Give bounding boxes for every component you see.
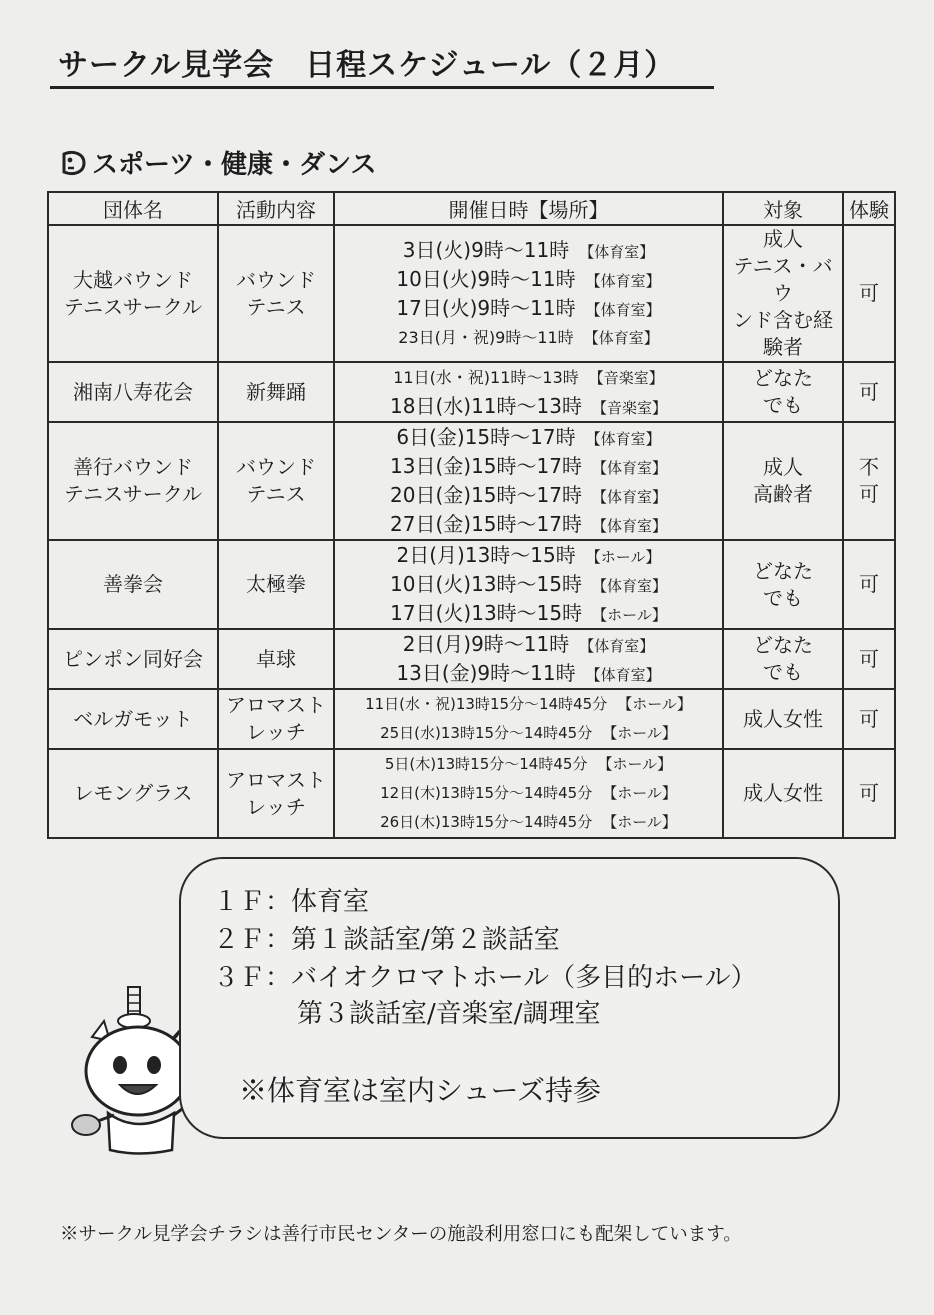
group-name-cell <box>48 689 218 749</box>
trial-cell-line: 可 <box>859 781 879 805</box>
date-text: 18日(水)11時～13時 <box>390 394 582 418</box>
date-entry <box>335 294 722 323</box>
trial-cell-line: 可 <box>859 379 879 404</box>
date-entry <box>335 323 722 352</box>
date-text: 2日(月)13時～15時 <box>396 543 576 567</box>
trial-cell <box>843 362 895 422</box>
target-cell <box>723 540 843 629</box>
target-cell-line: ンド含む経 <box>733 308 833 332</box>
date-text: 2日(月)9時～11時 <box>402 632 570 656</box>
target-cell-line: 成人 <box>763 455 803 479</box>
location-text: 【体育室】 <box>591 517 667 535</box>
group-name-cell-line: 善拳会 <box>103 572 163 596</box>
date-entry <box>335 779 722 808</box>
activity-cell-line: アロマスト <box>226 767 326 792</box>
target-cell-line: どなた <box>753 633 813 657</box>
location-text: 【体育室】 <box>583 328 659 347</box>
date-entry <box>335 392 722 421</box>
trial-cell <box>843 629 895 689</box>
datetime-cell <box>334 629 723 689</box>
date-entry <box>335 630 722 659</box>
date-text: 5日(木)13時15分～14時45分 <box>384 755 588 773</box>
target-cell-line: どなた <box>753 558 813 583</box>
activity-cell-line: バウンド <box>236 455 316 479</box>
floor-guide-box <box>179 857 840 1139</box>
activity-cell <box>218 362 334 422</box>
location-text: 【体育室】 <box>585 430 661 448</box>
location-text: 【体育室】 <box>579 242 655 261</box>
date-entry <box>335 570 722 599</box>
table-row <box>48 749 895 838</box>
location-text: 【ホール】 <box>617 695 692 713</box>
target-cell-line: でも <box>763 393 803 417</box>
target-cell-line: でも <box>763 660 803 684</box>
date-text: 17日(火)9時～11時 <box>396 295 576 320</box>
activity-cell <box>218 225 334 362</box>
location-text: 【体育室】 <box>585 666 661 684</box>
date-entry <box>335 236 722 265</box>
location-text: 【体育室】 <box>591 488 667 506</box>
location-text: 【体育室】 <box>585 271 661 290</box>
location-text: 【ホール】 <box>597 755 673 773</box>
group-name-cell <box>48 225 218 362</box>
date-entry <box>335 599 722 628</box>
target-cell <box>723 362 843 422</box>
activity-cell-line: アロマスト <box>226 693 326 717</box>
floor-3-rooms-line: 第３談話室/音楽室/調理室 <box>297 999 601 1029</box>
datetime-cell <box>334 540 723 629</box>
target-cell-line: どなた <box>753 366 813 390</box>
date-text: 27日(金)15時～17時 <box>390 512 582 536</box>
group-name-cell <box>48 422 218 540</box>
trial-cell <box>843 225 895 362</box>
group-name-cell <box>48 629 218 689</box>
target-cell-line: 高齢者 <box>753 482 813 506</box>
date-entry <box>335 659 722 688</box>
floor-2-line: ２Ｆ：第１談話室/第２談話室 <box>213 925 560 955</box>
header-group: 団体名 <box>48 192 218 225</box>
activity-cell <box>218 749 334 838</box>
target-cell <box>723 422 843 540</box>
location-text: 【ホール】 <box>602 784 677 802</box>
group-name-cell-line: ピンポン同好会 <box>63 646 203 671</box>
floor-3-line: ３Ｆ：バイオクロマトホール（多目的ホール） <box>213 963 757 993</box>
activity-cell <box>218 629 334 689</box>
section-heading-text: スポーツ・健康・ダンス <box>92 150 377 180</box>
datetime-cell <box>334 689 723 749</box>
activity-cell-line: レッチ <box>246 794 306 819</box>
date-entry <box>335 541 722 570</box>
header-activity: 活動内容 <box>218 192 334 225</box>
table-row <box>48 689 895 749</box>
target-cell-line: でも <box>763 585 803 610</box>
trial-cell-line: 可 <box>859 646 879 671</box>
date-entry <box>335 690 722 719</box>
date-text: 3日(火)9時～11時 <box>402 237 570 262</box>
target-cell-line: 験者 <box>763 335 803 359</box>
target-cell-line: 成人 <box>763 227 803 251</box>
target-cell <box>723 225 843 362</box>
date-text: 6日(金)15時～17時 <box>396 425 576 449</box>
activity-cell <box>218 689 334 749</box>
location-text: 【体育室】 <box>591 459 667 477</box>
target-cell <box>723 629 843 689</box>
group-name-cell <box>48 540 218 629</box>
page-title: サークル見学会 日程スケジュール（２月） <box>58 48 676 83</box>
trial-cell <box>843 540 895 629</box>
trial-cell-line: 可 <box>859 482 879 506</box>
location-text: 【ホール】 <box>585 548 661 566</box>
date-text: 20日(金)15時～17時 <box>390 483 582 507</box>
date-entry <box>335 363 722 392</box>
title-underline <box>50 86 714 89</box>
shoes-note: ※体育室は室内シューズ持参 <box>239 1074 602 1107</box>
header-datetime: 開催日時【場所】 <box>334 192 723 225</box>
trial-cell-line: 可 <box>859 281 879 305</box>
activity-cell-line: 新舞踊 <box>246 379 306 404</box>
trial-cell <box>843 689 895 749</box>
date-text: 10日(火)13時～15時 <box>390 572 582 596</box>
activity-cell-line: レッチ <box>246 720 306 744</box>
date-entry <box>335 808 722 837</box>
header-trial: 体験 <box>843 192 895 225</box>
date-text: 11日(水・祝)11時～13時 <box>393 368 579 387</box>
location-text: 【体育室】 <box>591 577 667 595</box>
group-name-cell-line: 大越バウンド <box>73 267 193 292</box>
date-entry <box>335 719 722 748</box>
group-name-cell-line: テニスサークル <box>63 482 203 506</box>
target-cell-line: 成人女性 <box>743 781 823 805</box>
date-text: 11日(水・祝)13時15分～14時45分 <box>365 695 608 713</box>
location-text: 【ホール】 <box>602 724 677 742</box>
group-name-cell-line: テニスサークル <box>63 294 203 319</box>
table-row <box>48 225 895 362</box>
table-row <box>48 422 895 540</box>
date-entry <box>335 750 722 779</box>
date-text: 12日(木)13時15分～14時45分 <box>380 784 593 802</box>
target-cell-line: 成人女性 <box>743 706 823 731</box>
table-row <box>48 540 895 629</box>
date-entry <box>335 452 722 481</box>
date-text: 13日(金)15時～17時 <box>390 454 582 478</box>
target-cell <box>723 749 843 838</box>
activity-cell <box>218 422 334 540</box>
activity-cell-line: バウンド <box>236 267 316 292</box>
date-entry <box>335 265 722 294</box>
activity-cell <box>218 540 334 629</box>
datetime-cell <box>334 225 723 362</box>
activity-cell-line: 卓球 <box>256 646 296 671</box>
table-row <box>48 629 895 689</box>
header-target: 対象 <box>723 192 843 225</box>
location-text: 【体育室】 <box>579 637 655 655</box>
activity-cell-line: テニス <box>246 294 306 319</box>
footer-note: ※サークル見学会チラシは善行市民センターの施設利用窓口にも配架しています。 <box>60 1224 742 1245</box>
group-name-cell-line: 善行バウンド <box>73 455 193 479</box>
trial-cell <box>843 422 895 540</box>
date-text: 26日(木)13時15分～14時45分 <box>380 813 593 831</box>
datetime-cell <box>334 422 723 540</box>
schedule-table <box>47 191 896 839</box>
group-name-cell-line: ベルガモット <box>73 706 193 731</box>
date-entry <box>335 481 722 510</box>
trial-cell-line: 可 <box>859 572 879 596</box>
location-text: 【体育室】 <box>585 300 661 319</box>
location-text: 【ホール】 <box>602 813 677 831</box>
datetime-cell <box>334 749 723 838</box>
date-text: 25日(水)13時15分～14時45分 <box>380 724 593 742</box>
location-text: 【ホール】 <box>592 606 667 624</box>
date-entry <box>335 423 722 452</box>
date-text: 13日(金)9時～11時 <box>396 661 576 685</box>
date-text: 17日(火)13時～15時 <box>390 601 583 625</box>
activity-cell-line: 太極拳 <box>246 572 306 596</box>
group-name-cell-line: 湘南八寿花会 <box>73 379 193 404</box>
group-name-cell <box>48 749 218 838</box>
trial-cell-line: 可 <box>859 706 879 731</box>
date-text: 10日(火)9時～11時 <box>396 266 576 291</box>
runner-icon <box>60 148 88 178</box>
location-text: 【音楽室】 <box>588 369 664 387</box>
location-text: 【音楽室】 <box>591 399 667 417</box>
section-heading <box>60 144 376 181</box>
date-text: 23日(月・祝)9時～11時 <box>398 327 574 347</box>
group-name-cell <box>48 362 218 422</box>
floor-1-line: １Ｆ：体育室 <box>213 887 370 917</box>
table-header-row <box>48 192 895 225</box>
target-cell-line: テニス・バウ <box>733 254 833 305</box>
trial-cell <box>843 749 895 838</box>
trial-cell-line: 不 <box>859 455 879 479</box>
activity-cell-line: テニス <box>246 482 306 506</box>
target-cell <box>723 689 843 749</box>
group-name-cell-line: レモングラス <box>73 781 193 805</box>
table-row <box>48 362 895 422</box>
datetime-cell <box>334 362 723 422</box>
date-entry <box>335 510 722 539</box>
